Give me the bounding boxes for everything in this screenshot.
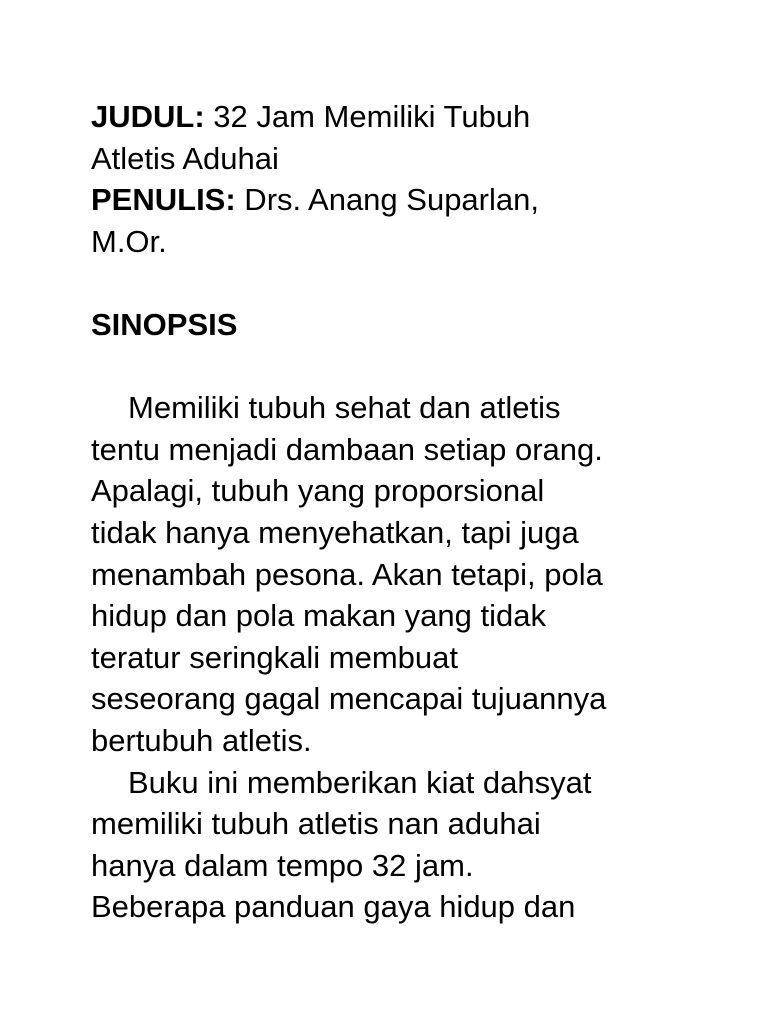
paragraph-line: tidak hanya menyehatkan, tapi juga: [91, 514, 579, 550]
paragraph-line: seseorang gagal mencapai tujuannya: [91, 681, 607, 717]
author-line: [91, 179, 731, 221]
paragraph-line: Buku ini memberikan kiat dahsyat: [128, 764, 592, 800]
synopsis-paragraph-1: [91, 387, 731, 761]
title-text: 32 Jam Memiliki Tubuh: [204, 99, 531, 134]
author-text: Drs. Anang Suparlan,: [235, 182, 539, 218]
paragraph-line: bertubuh atletis.: [91, 722, 312, 758]
paragraph-line: tentu menjadi dambaan setiap orang.: [91, 431, 603, 467]
paragraph-line: Apalagi, tubuh yang proporsional: [91, 473, 545, 509]
spacer: [91, 346, 731, 388]
paragraph-line: Memiliki tubuh sehat dan atletis: [128, 390, 561, 426]
spacer: [91, 262, 731, 304]
paragraph-line: memiliki tubuh atletis nan aduhai: [91, 806, 541, 842]
paragraph-line: hanya dalam tempo 32 jam.: [91, 847, 474, 883]
title-text-continued: Atletis Aduhai: [91, 140, 279, 176]
title-label: JUDUL:: [91, 99, 205, 134]
document-page: [91, 96, 731, 928]
paragraph-line: teratur seringkali membuat: [91, 639, 458, 675]
synopsis-paragraph-2: [91, 762, 731, 928]
paragraph-line: hidup dan pola makan yang tidak: [91, 598, 546, 634]
paragraph-line: Beberapa panduan gaya hidup dan: [91, 889, 576, 925]
paragraph-line: menambah pesona. Akan tetapi, pola: [91, 556, 603, 592]
author-text-continued: M.Or.: [91, 223, 167, 259]
author-label: PENULIS:: [91, 182, 236, 218]
section-heading: SINOPSIS: [91, 306, 238, 342]
title-line: [91, 96, 731, 138]
